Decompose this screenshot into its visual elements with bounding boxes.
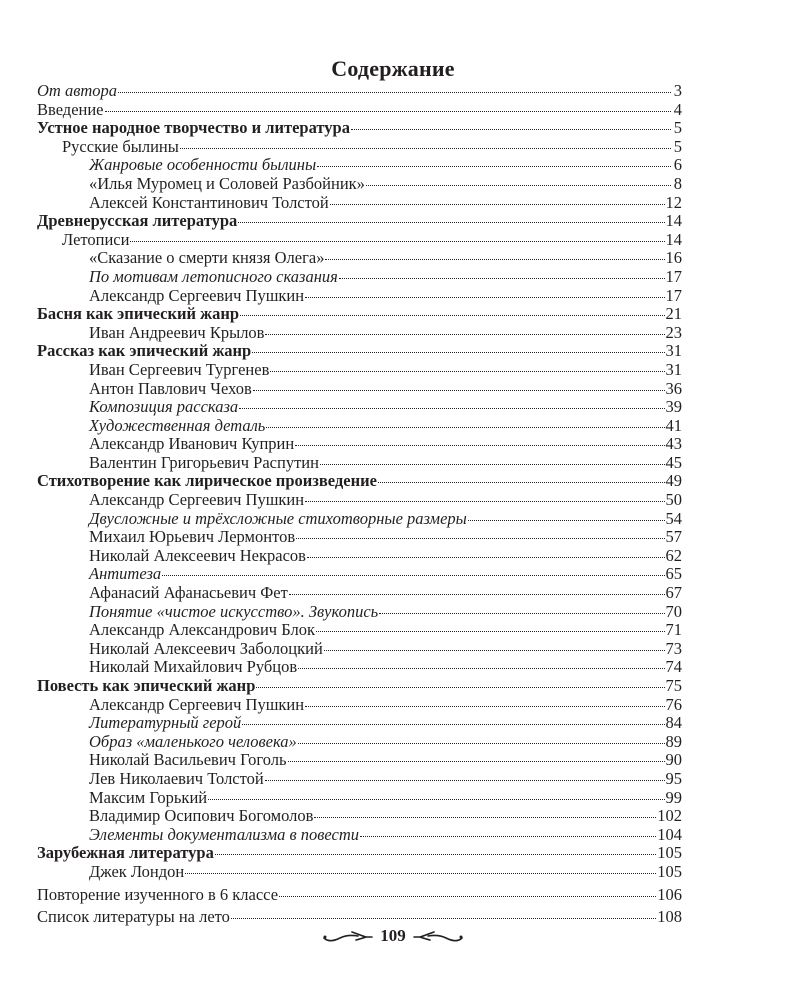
toc-entry (37, 454, 682, 473)
toc-entry-title: «Илья Муромец и Соловей Разбойник» (89, 173, 365, 193)
toc-entry-page: 84 (665, 713, 682, 733)
page-footer (0, 926, 786, 946)
toc-entry-page: 65 (665, 564, 682, 584)
dot-leader (105, 111, 671, 112)
toc-entry (37, 249, 682, 268)
toc-entry-page: 71 (665, 620, 682, 640)
toc-entry-page: 106 (657, 884, 682, 904)
dot-leader (468, 520, 665, 521)
toc-entry (37, 528, 682, 547)
dot-leader (256, 687, 664, 688)
dot-leader (242, 724, 664, 725)
toc-entry-page: 43 (665, 434, 682, 454)
toc-entry-title: Композиция рассказа (89, 397, 239, 417)
toc-entry-title: Михаил Юрьевич Лермонтов (89, 527, 296, 547)
dot-leader (317, 166, 671, 167)
dot-leader (378, 482, 665, 483)
toc-entry (37, 417, 682, 436)
toc-entry (37, 658, 682, 677)
toc-entry (37, 714, 682, 733)
toc-entry-title: Летописи (62, 229, 130, 249)
toc-entry-page: 99 (665, 787, 682, 807)
dot-leader (330, 204, 665, 205)
left-flourish-icon (322, 928, 374, 944)
toc-entry (37, 886, 682, 905)
toc-entry-title: Лев Николаевич Толстой (89, 768, 264, 788)
toc-entry (37, 268, 682, 287)
dot-leader (279, 896, 656, 897)
page-number: 109 (380, 926, 406, 945)
dot-leader (339, 278, 665, 279)
toc-entry-page: 105 (657, 843, 682, 863)
toc-entry-title: По мотивам летописного сказания (89, 266, 338, 286)
dot-leader (295, 445, 664, 446)
toc-entry (37, 472, 682, 491)
dot-leader (162, 575, 664, 576)
toc-entry-page: 50 (665, 490, 682, 510)
toc-entry (37, 621, 682, 640)
toc-entry-page: 54 (665, 508, 682, 528)
toc-entry-page: 23 (665, 322, 682, 342)
toc-entry-title: Николай Михайлович Рубцов (89, 657, 298, 677)
toc-entry-title: Устное народное творчество и литература (37, 118, 350, 138)
toc-entry-title: Николай Алексеевич Заболоцкий (89, 638, 323, 658)
toc-entry-title: Басня как эпический жанр (37, 304, 240, 324)
toc-entry (37, 733, 682, 752)
toc-entry-title: Стихотворение как лирическое произведение (37, 471, 377, 491)
dot-leader (185, 873, 656, 874)
toc-entry (37, 435, 682, 454)
toc-entry-title: Понятие «чистое искусство». Звукопись (89, 601, 379, 621)
toc-entry-title: От автора (37, 81, 118, 100)
toc-entry-page: 49 (665, 471, 682, 491)
toc-entry-page: 95 (665, 768, 682, 788)
toc-entry (37, 770, 682, 789)
toc-entry (37, 82, 682, 101)
toc-entry-page: 104 (657, 824, 682, 844)
dot-leader (360, 836, 656, 837)
toc-entry (37, 751, 682, 770)
toc-entry-page: 89 (665, 731, 682, 751)
toc-entry (37, 863, 682, 882)
toc-entry-title: Двусложные и трёхсложные стихотворные размеры (89, 508, 467, 528)
toc-entry (37, 491, 682, 510)
toc-entry-title: Алексей Константинович Толстой (89, 192, 329, 212)
dot-leader (270, 371, 664, 372)
dot-leader (240, 315, 664, 316)
toc-entry-title: Джек Лондон (89, 861, 185, 881)
toc-entry-title: Жанровые особенности былины (89, 155, 317, 175)
toc-entry-page: 45 (665, 452, 682, 472)
dot-leader (253, 390, 665, 391)
toc-entry-title: Список литературы на лето (37, 907, 230, 927)
right-flourish-icon (412, 928, 464, 944)
toc-entry-title: Валентин Григорьевич Распутин (89, 452, 319, 472)
toc-entry-page: 31 (665, 341, 682, 361)
toc-entry-title: Афанасий Афанасьевич Фет (89, 583, 288, 603)
toc-entry (37, 231, 682, 250)
toc-entry (37, 807, 682, 826)
toc-entry (37, 324, 682, 343)
dot-leader (238, 222, 664, 223)
toc-entry-title: Повторение изученного в 6 классе (37, 884, 279, 904)
dot-leader (296, 538, 664, 539)
dot-leader (265, 334, 664, 335)
toc-entry (37, 305, 682, 324)
dot-leader (314, 817, 656, 818)
dot-leader (288, 761, 665, 762)
dot-leader (305, 501, 664, 502)
toc-entry-page: 4 (673, 99, 682, 119)
toc-entry (37, 138, 682, 157)
dot-leader (298, 743, 665, 744)
toc-entry-title: Антитеза (89, 564, 162, 584)
toc-entry-title: Повесть как эпический жанр (37, 676, 256, 695)
dot-leader (252, 352, 664, 353)
toc-entry-title: Иван Сергеевич Тургенев (89, 359, 270, 379)
toc-entry-title: Николай Алексеевич Некрасов (89, 545, 306, 565)
toc-entry (37, 640, 682, 659)
dot-leader (231, 918, 656, 919)
toc-entry-title: Александр Иванович Куприн (89, 434, 295, 454)
toc-entry-page: 12 (665, 192, 682, 212)
toc-entry-page: 62 (665, 545, 682, 565)
toc-entry (37, 547, 682, 566)
toc-entry (37, 696, 682, 715)
toc-entry-title: Элементы документализма в повести (89, 824, 360, 844)
toc-entry (37, 565, 682, 584)
toc-entry-page: 21 (665, 304, 682, 324)
dot-leader (320, 464, 665, 465)
dot-leader (379, 613, 664, 614)
toc-entry (37, 398, 682, 417)
toc-entry (37, 119, 682, 138)
toc-entry (37, 844, 682, 863)
dot-leader (130, 241, 664, 242)
dot-leader (289, 594, 665, 595)
page-title: Содержание (331, 56, 455, 81)
toc-entry-page: 105 (657, 861, 682, 881)
toc-entry (37, 603, 682, 622)
toc-entry (37, 212, 682, 231)
toc-entry-title: Русские былины (62, 136, 179, 156)
toc-entry-page: 90 (665, 750, 682, 770)
toc-entry-page: 102 (657, 806, 682, 826)
dot-leader (265, 780, 665, 781)
toc-entry (37, 510, 682, 529)
toc-entry-title: Антон Павлович Чехов (89, 378, 252, 398)
toc-entry-title: Владимир Осипович Богомолов (89, 806, 314, 826)
toc-entry-page: 3 (673, 81, 682, 100)
toc-entry-page: 57 (665, 527, 682, 547)
toc-entry-page: 14 (665, 211, 682, 231)
toc-entry-title: Иван Андреевич Крылов (89, 322, 265, 342)
dot-leader (266, 427, 664, 428)
toc-entry-page: 76 (665, 694, 682, 714)
toc-entry-page: 17 (665, 266, 682, 286)
toc-entry-page: 6 (673, 155, 682, 175)
toc-entry-page: 70 (665, 601, 682, 621)
toc-entry-page: 67 (665, 583, 682, 603)
toc-entry-title: Александр Сергеевич Пушкин (89, 285, 305, 305)
dot-leader (239, 408, 664, 409)
toc-entry (37, 826, 682, 845)
toc-entry-title: Художественная деталь (89, 415, 266, 435)
toc-entry-title: Александр Сергеевич Пушкин (89, 490, 305, 510)
dot-leader (316, 631, 665, 632)
toc-entry-title: Александр Сергеевич Пушкин (89, 694, 305, 714)
toc-entry-page: 14 (665, 229, 682, 249)
dot-leader (307, 557, 665, 558)
toc-entry-page: 17 (665, 285, 682, 305)
toc-entry-page: 36 (665, 378, 682, 398)
toc-entry-page: 108 (657, 907, 682, 927)
toc-entry-title: Древнерусская литература (37, 211, 238, 231)
dot-leader (351, 129, 671, 130)
toc-entry-page: 5 (673, 136, 682, 156)
toc-entry-title: Зарубежная литература (37, 843, 214, 863)
toc-entry (37, 361, 682, 380)
toc-entry (37, 789, 682, 808)
toc-entry-title: Введение (37, 99, 104, 119)
toc-entry-title: Литературный герой (89, 713, 242, 733)
toc-entry (37, 584, 682, 603)
dot-leader (366, 185, 671, 186)
dot-leader (208, 799, 664, 800)
toc-entry-title: «Сказание о смерти князя Олега» (89, 248, 325, 268)
toc-entry (37, 380, 682, 399)
toc-entry-title: Образ «маленького человека» (89, 731, 297, 751)
dot-leader (305, 297, 664, 298)
toc-entry-title: Николай Васильевич Гоголь (89, 750, 287, 770)
toc-entry (37, 194, 682, 213)
dot-leader (298, 668, 664, 669)
toc-entry (37, 156, 682, 175)
toc-entry (37, 677, 682, 696)
dot-leader (305, 706, 664, 707)
toc-entry (37, 175, 682, 194)
toc-entry (37, 101, 682, 120)
toc-entry (37, 342, 682, 361)
toc-entry-page: 41 (665, 415, 682, 435)
toc-entry-page: 74 (665, 657, 682, 677)
toc-entry (37, 908, 682, 927)
toc-entry-page: 31 (665, 359, 682, 379)
dot-leader (118, 92, 671, 93)
toc-entry-page: 5 (673, 118, 682, 138)
dot-leader (324, 650, 665, 651)
dot-leader (215, 854, 656, 855)
dot-leader (180, 148, 671, 149)
dot-leader (325, 259, 664, 260)
table-of-contents (37, 82, 682, 927)
toc-entry (37, 287, 682, 306)
toc-entry-title: Рассказ как эпический жанр (37, 341, 252, 361)
toc-entry-title: Максим Горький (89, 787, 208, 807)
toc-entry-page: 39 (665, 397, 682, 417)
toc-entry-page: 75 (665, 676, 682, 695)
toc-entry-page: 73 (665, 638, 682, 658)
toc-entry-page: 16 (665, 248, 682, 268)
toc-entry-page: 8 (673, 173, 682, 193)
toc-entry-title: Александр Александрович Блок (89, 620, 315, 640)
